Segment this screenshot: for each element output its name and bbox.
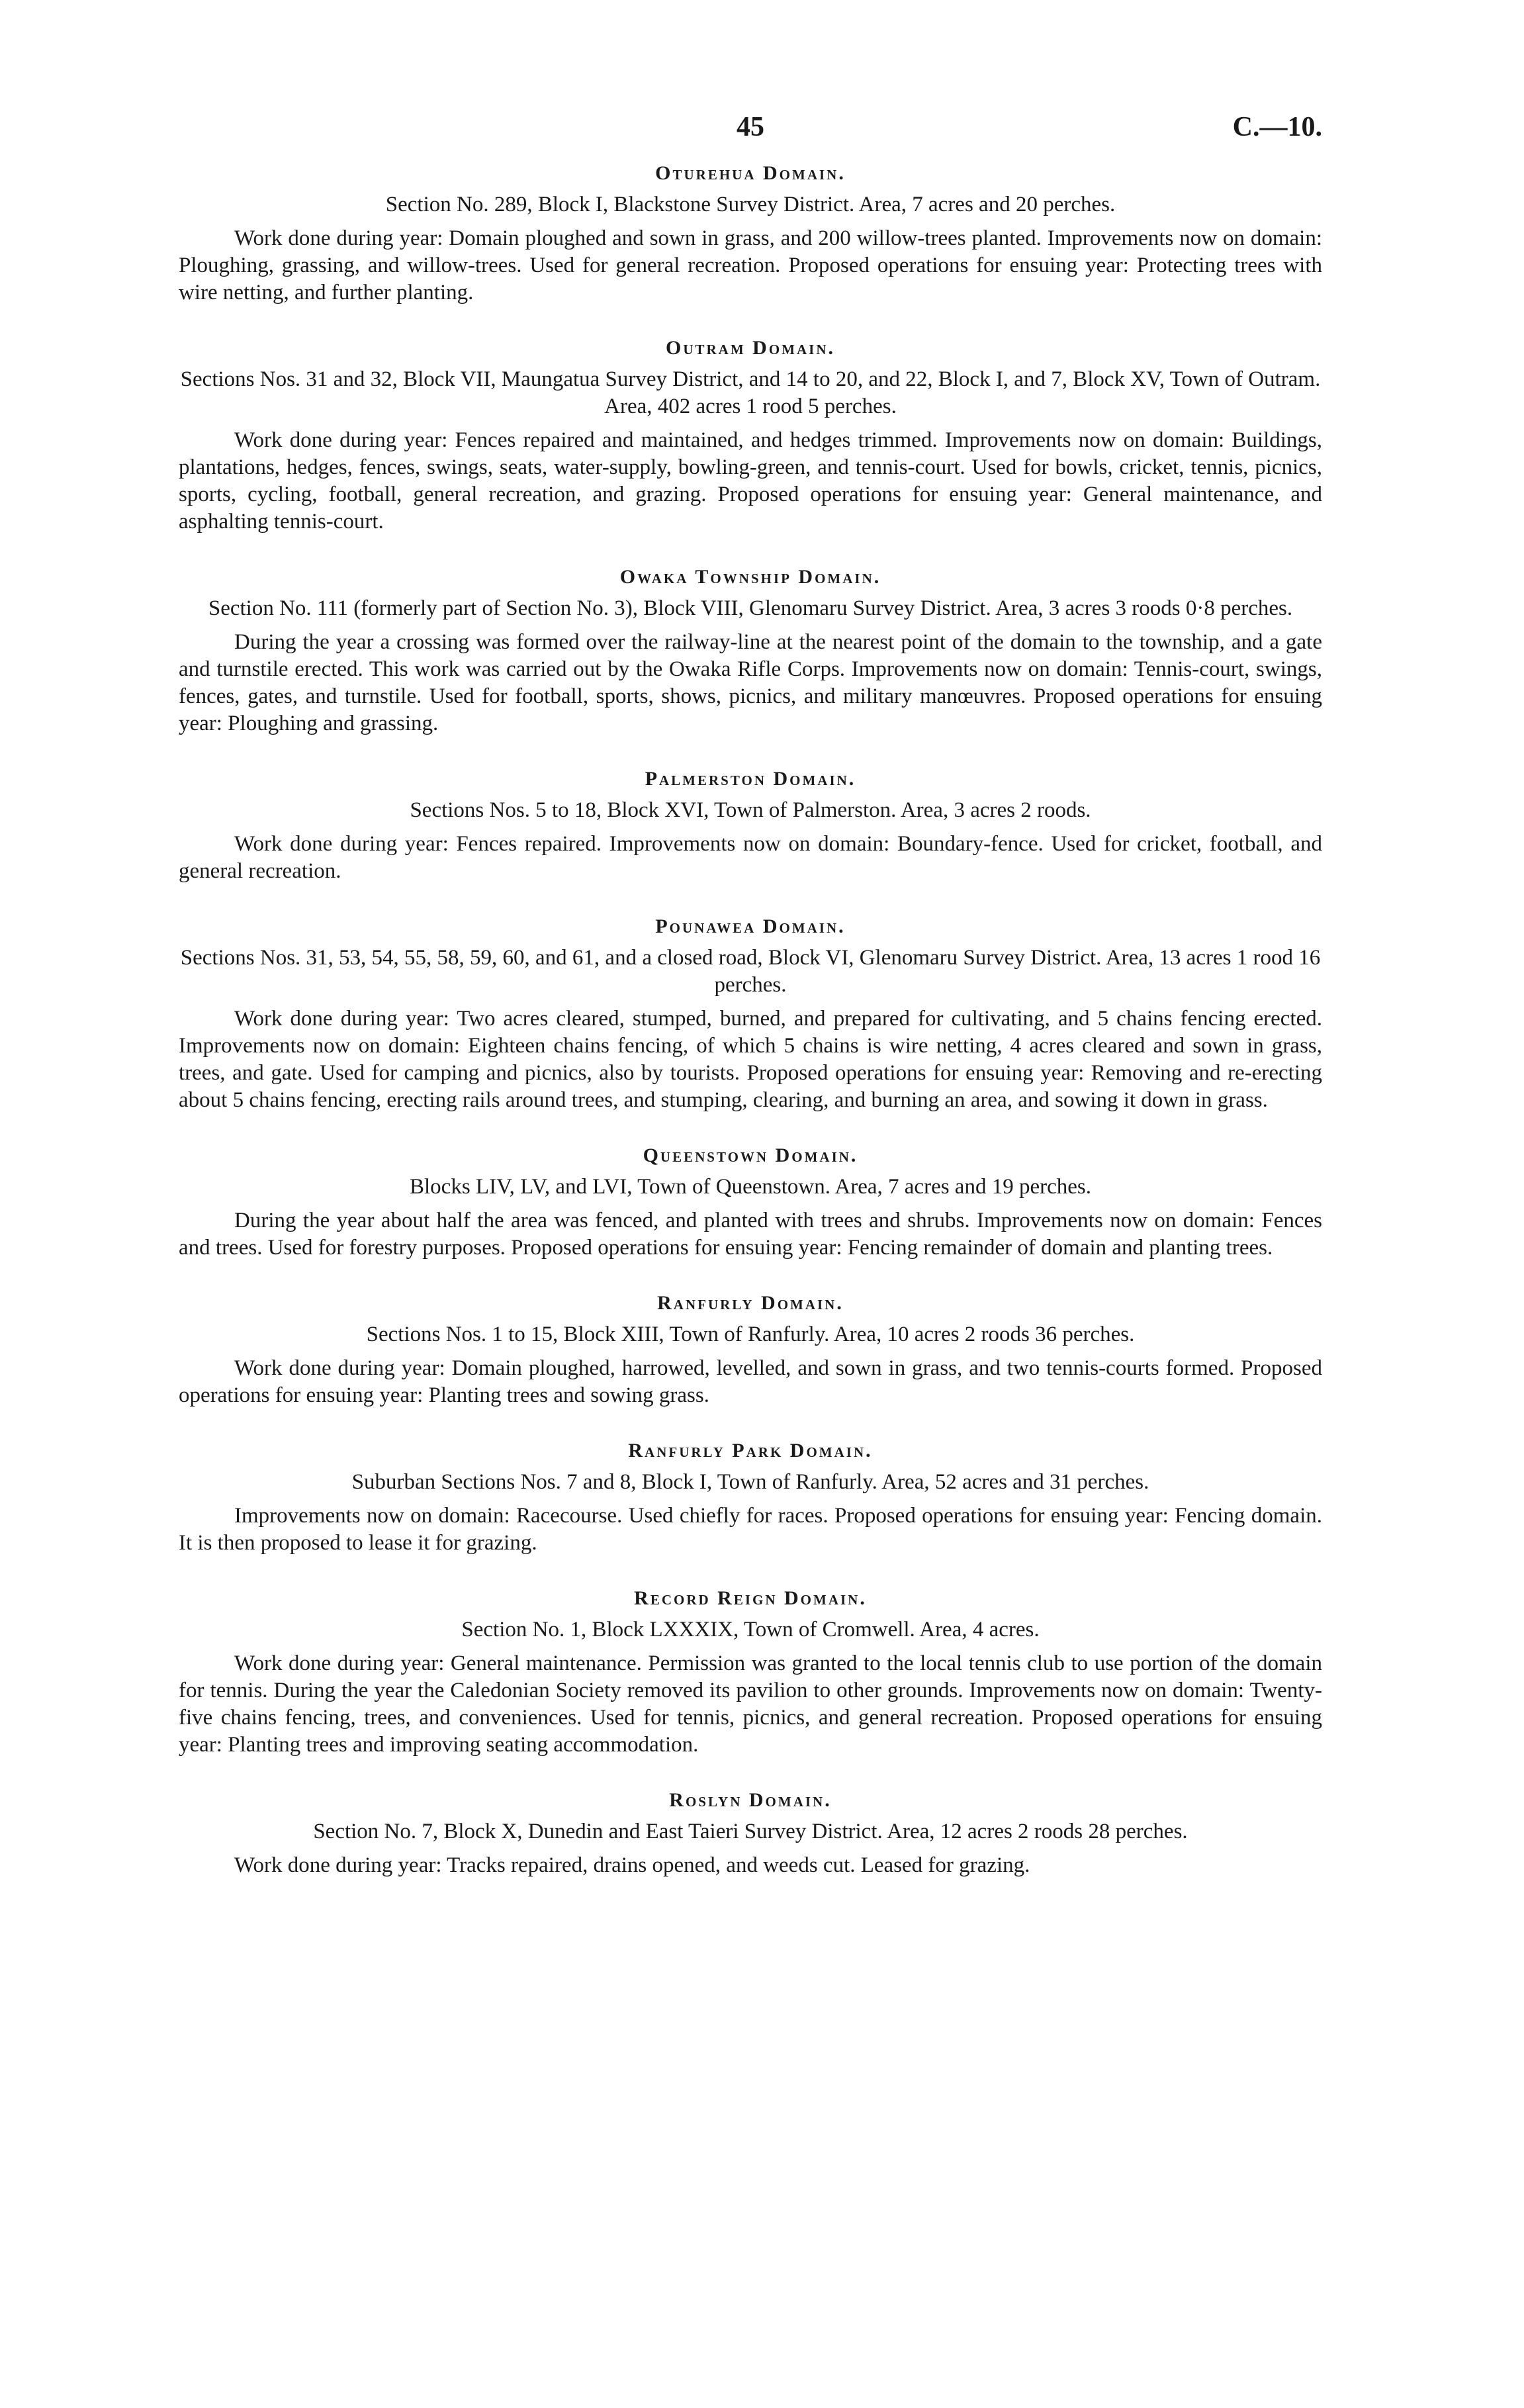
section-body: Work done during year: General maintenance. Permission was granted to the local tennis club to use portion of the domain for tennis. During the year the Caledonian Society removed its pavilion to other grounds. Improvements now on domain: Twenty-five chains fencing, trees, and conveniences. Used for tennis, picnics, and general recreation. Proposed operations for ensuing year: Planting trees and improving seating accommodation. <box>179 1651 1322 1757</box>
section-subhead: Sections Nos. 31 and 32, Block VII, Maungatua Survey District, and 14 to 20, and 22, Block I, and 7, Block XV, Town of Outram. Area, 402 acres 1 rood 5 perches. <box>180 367 1321 418</box>
domain-section-ranfurly <box>179 1292 1322 1409</box>
section-title: Ranfurly Park Domain. <box>628 1440 873 1461</box>
section-body: Work done during year: Domain ploughed and sown in grass, and 200 willow-trees planted. Improvements now on domain: Ploughing, grassing, and willow-trees. Used for general recreation. Proposed operations for ensuing year: Protecting trees with wire netting, and further planting. <box>179 226 1322 304</box>
section-body: Work done during year: Fences repaired. Improvements now on domain: Boundary-fence. Used for cricket, football, and general recreation. <box>179 832 1322 883</box>
domain-section-queenstown <box>179 1144 1322 1262</box>
section-title: Ranfurly Domain. <box>657 1292 844 1314</box>
section-body: Work done during year: Two acres cleared, stumped, burned, and prepared for cultivating, and 5 chains fencing erected. Improvements now on domain: Eighteen chains fencing, of which 5 chains is wire netting, 4 acres cleared and sown in grass, trees, and gate. Used for camping and picnics, also by tourists. Proposed operations for ensuing year: Removing and re-erecting about 5 chains fencing, erecting rails around trees, and stumping, clearing, and burning an area, and sowing it down in grass. <box>179 1007 1322 1112</box>
section-body: Work done during year: Tracks repaired, drains opened, and weeds cut. Leased for grazing. <box>234 1853 1030 1877</box>
section-body: Improvements now on domain: Racecourse. Used chiefly for races. Proposed operations for ensuing year: Fencing domain. It is then proposed to lease it for grazing. <box>179 1504 1322 1555</box>
domain-section-ranfurly-park <box>179 1440 1322 1557</box>
section-title: Queenstown Domain. <box>643 1144 858 1166</box>
section-subhead: Section No. 111 (formerly part of Section No. 3), Block VIII, Glenomaru Survey District. Area, 3 acres 3 roods 0·8 perches. <box>208 596 1293 620</box>
section-title: Pounawea Domain. <box>655 915 846 937</box>
section-subhead: Section No. 7, Block X, Dunedin and East Taieri Survey District. Area, 12 acres 2 roods 28 perches. <box>313 1820 1188 1843</box>
section-title: Roslyn Domain. <box>669 1789 832 1811</box>
domain-section-outram <box>179 337 1322 535</box>
section-subhead: Blocks LIV, LV, and LVI, Town of Queenstown. Area, 7 acres and 19 perches. <box>410 1175 1091 1199</box>
section-title: Owaka Township Domain. <box>619 566 881 588</box>
section-title: Record Reign Domain. <box>634 1587 867 1609</box>
domain-section-record-reign <box>179 1587 1322 1759</box>
section-subhead: Sections Nos. 1 to 15, Block XIII, Town of Ranfurly. Area, 10 acres 2 roods 36 perches. <box>366 1322 1135 1346</box>
section-body: Work done during year: Fences repaired and maintained, and hedges trimmed. Improvements now on domain: Buildings, plantations, hedges, fences, swings, seats, water-supply, bowling-green, and tennis-court. Used for bowls, cricket, tennis, picnics, sports, cycling, football, general recreation, and grazing. Proposed operations for ensuing year: General maintenance, and asphalting tennis-court. <box>179 428 1322 533</box>
page-number: 45 <box>737 112 764 142</box>
section-body: During the year a crossing was formed over the railway-line at the nearest point of the domain to the township, and a gate and turnstile erected. This work was carried out by the Owaka Rifle Corps. Improvements now on domain: Tennis-court, swings, fences, gates, and turnstile. Used for football, sports, shows, picnics, and military manœuvres. Proposed operations for ensuing year: Ploughing and grassing. <box>179 630 1322 735</box>
domain-section-pounawea <box>179 915 1322 1114</box>
domain-section-palmerston <box>179 768 1322 885</box>
section-subhead: Section No. 289, Block I, Blackstone Survey District. Area, 7 acres and 20 perches. <box>385 193 1116 216</box>
section-subhead: Suburban Sections Nos. 7 and 8, Block I, Town of Ranfurly. Area, 52 acres and 31 perches. <box>351 1470 1149 1494</box>
section-title: Palmerston Domain. <box>645 768 856 790</box>
section-body: Work done during year: Domain ploughed, harrowed, levelled, and sown in grass, and two tennis-courts formed. Proposed operations for ensuing year: Planting trees and sowing grass. <box>179 1356 1322 1407</box>
domain-section-roslyn <box>179 1789 1322 1879</box>
section-subhead: Sections Nos. 31, 53, 54, 55, 58, 59, 60, and 61, and a closed road, Block VI, Glenomaru Survey District. Area, 13 acres 1 rood 16 perches. <box>180 946 1321 997</box>
section-title: Oturehua Domain. <box>655 162 846 184</box>
section-subhead: Sections Nos. 5 to 18, Block XVI, Town of Palmerston. Area, 3 acres 2 roods. <box>410 798 1091 822</box>
domain-section-oturehua <box>179 162 1322 306</box>
section-body: During the year about half the area was fenced, and planted with trees and shrubs. Improvements now on domain: Fences and trees. Used for forestry purposes. Proposed operations for ensuing year: Fencing remainder of domain and planting trees. <box>179 1209 1322 1260</box>
page-header <box>179 0 1322 162</box>
domain-section-owaka <box>179 566 1322 737</box>
section-subhead: Section No. 1, Block LXXXIX, Town of Cromwell. Area, 4 acres. <box>461 1618 1040 1642</box>
document-reference: C.—10. <box>1232 112 1322 142</box>
section-title: Outram Domain. <box>666 337 835 359</box>
